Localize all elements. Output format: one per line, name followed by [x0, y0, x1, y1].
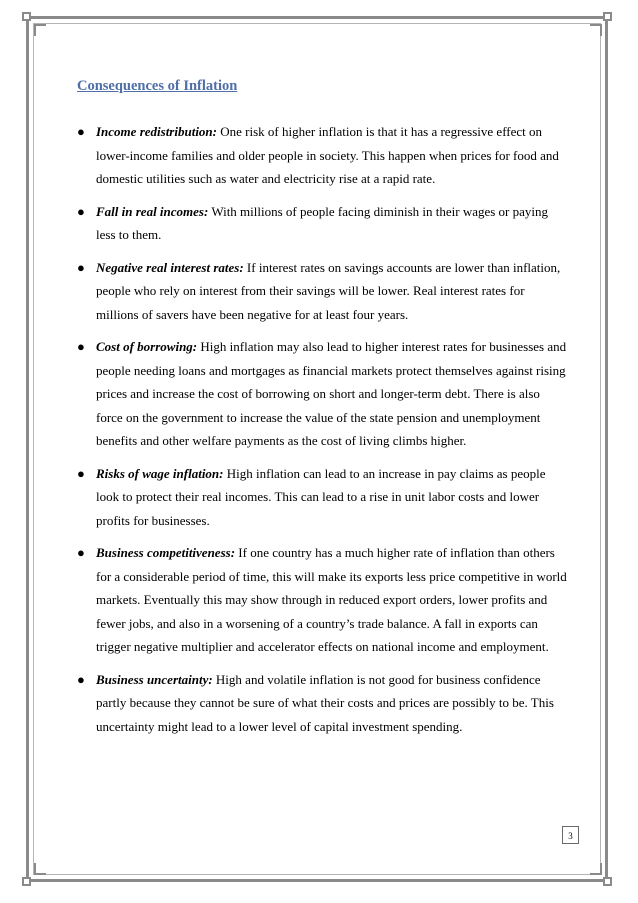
section-heading: Consequences of Inflation	[77, 78, 238, 94]
corner-bracket-icon	[34, 863, 46, 875]
corner-bracket-icon	[34, 24, 46, 36]
item-text: If one country has a much higher rate of inflation than others for a considerable period of time, this will make its exports less price competitive in world markets. Eventually this may show through in reduced export orders, lower profits and fewer jobs, and also in a worsening of a country’s trade balance. A fall in exports can trigger negative multiplier and accelerator effects on national income and employment.	[96, 545, 567, 654]
item-term: Business uncertainty:	[96, 671, 213, 687]
list-item	[77, 120, 567, 191]
item-term: Risks of wage inflation:	[96, 465, 224, 481]
list-item	[77, 462, 567, 533]
border-corner-ornament	[22, 12, 31, 21]
bullet-icon: ●	[77, 339, 85, 354]
border-corner-ornament	[22, 877, 31, 886]
item-text: With millions of people facing diminish in their wages or paying less to them.	[96, 203, 549, 242]
bullet-icon: ●	[77, 545, 85, 560]
item-text: High and volatile inflation is not good for business confidence partly because they cannot be sure of what their costs and prices are possibly to be. This uncertainty might lead to a lower level of capital investment spending.	[96, 671, 554, 734]
list-item	[77, 541, 567, 659]
bullet-icon: ●	[77, 203, 85, 219]
item-term: Cost of borrowing:	[96, 339, 198, 354]
list-item	[77, 335, 567, 453]
page-number: 3	[562, 826, 579, 844]
list-item	[77, 668, 567, 739]
consequences-list	[77, 120, 567, 747]
bullet-icon: ●	[77, 259, 85, 275]
item-term: Fall in real incomes:	[96, 203, 209, 219]
border-corner-ornament	[603, 12, 612, 21]
list-item	[77, 200, 567, 247]
item-text: One risk of higher inflation is that it has a regressive effect on lower-income families and older people in society. This happen when prices for food and domestic utilities such as water and electricity rise at a rapid rate.	[96, 124, 559, 186]
list-item	[77, 256, 567, 327]
bullet-icon: ●	[77, 671, 85, 687]
item-term: Business competitiveness:	[96, 545, 236, 560]
corner-bracket-icon	[590, 863, 602, 875]
corner-bracket-icon	[590, 24, 602, 36]
bullet-icon: ●	[77, 124, 85, 139]
bullet-icon: ●	[77, 465, 85, 481]
item-term: Income redistribution:	[96, 124, 217, 139]
item-text: High inflation may also lead to higher interest rates for businesses and people needing loans and mortgages as financial markets protect themselves against rising prices and increase the cost of borrowing on short and longer-term debt. There is also force on the government to increase the value of the state pension and unemployment benefits and other welfare payments as the cost of living climbs higher.	[96, 339, 567, 448]
item-text: High inflation can lead to an increase in pay claims as people look to protect their real incomes. This can lead to a rise in unit labor costs and lower profits for businesses.	[96, 465, 546, 528]
item-text: If interest rates on savings accounts are lower than inflation, people who rely on interest from their savings will be lower. Real interest rates for millions of savers have been negative for at least four years.	[96, 259, 561, 322]
border-corner-ornament	[603, 877, 612, 886]
item-term: Negative real interest rates:	[96, 259, 244, 275]
